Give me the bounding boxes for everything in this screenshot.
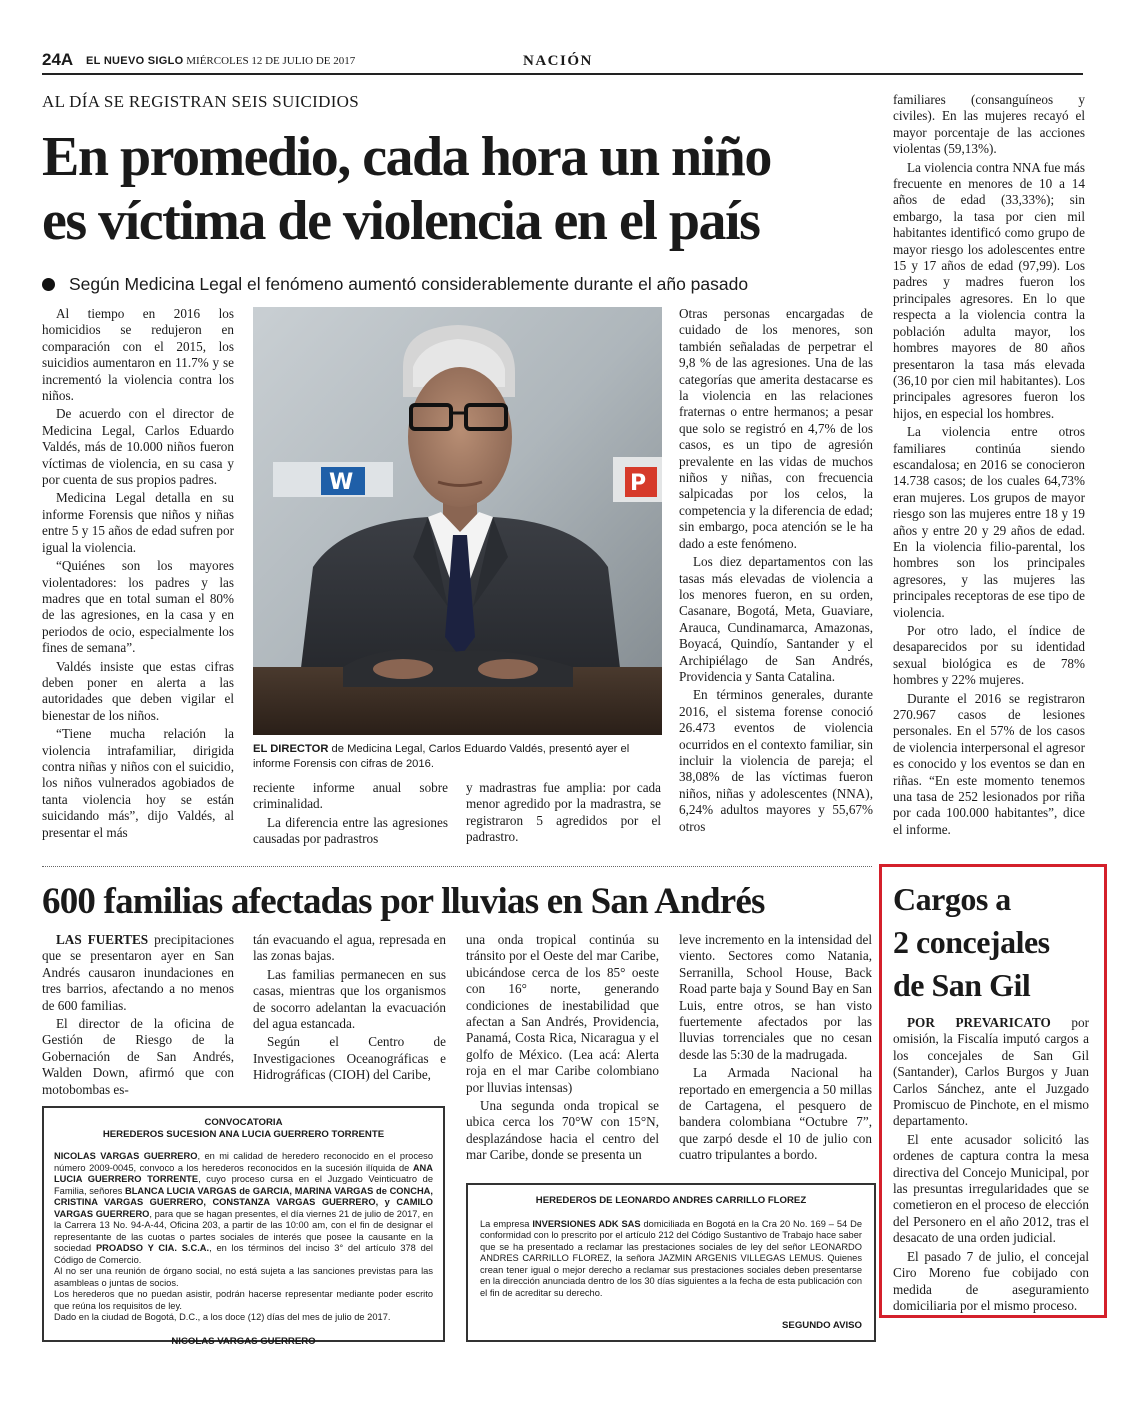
rain-headline: 600 familias afectadas por lluvias en San Andrés [42, 881, 765, 922]
paragraph: De acuerdo con el director de Medicina Legal, Carlos Eduardo Valdés, más de 10.000 niños fueron víctimas de violencia, en su casa y por cuenta de sus propios padres. [42, 406, 234, 488]
notice-text: , en mi calidad de heredero reconocido en el proceso número 2009-0045, convoco a los herederos reconocidos en la sucesión ilíquida de [54, 1151, 433, 1173]
paragraph-text: precipitaciones que se presentaron ayer en San Andrés causaron inundaciones en tres barrios, afectando a no menos de 600 familias. [42, 932, 234, 1013]
main-col-3 [466, 780, 661, 848]
paragraph: reciente informe anual sobre criminalidad. [253, 780, 448, 812]
paragraph: La violencia contra NNA fue más frecuente en menores de 10 a 14 años de edad (33,33%); sin embargo, la tasa por cien mil habitantes identificó como grupo de mayor riesgo los adolescentes entre 15 y 17 años de edad (97,99). Los padres y madres fueron los principales agresores. En lo que respecta a la violencia contra la población adulta mayor, los hombres mayores de 80 años presentaron la tasa más elevada (36,10 por cien mil habitantes). Los principales agresores fueron los hijos, en especial los hombres. [893, 159, 1085, 421]
paragraph: tán evacuando el agua, represada en las zonas bajas. [253, 932, 446, 964]
legal-notice-convocatoria [42, 1106, 445, 1347]
masthead-line [86, 55, 355, 67]
photo-bg-letter: W [329, 470, 354, 495]
paragraph-text: por omisión, la Fiscalía imputó cargos a los concejales de San Gil (Santander), Carlos Burgos y Juan Carlos Sánchez, ante el Juzgado Promiscuo de Pinchote, en el mismo departamento. [893, 1015, 1089, 1129]
lead-in: POR PREVARICATO [907, 1015, 1051, 1030]
rain-col-2 [253, 932, 446, 1086]
notice-title: CONVOCATORIA [204, 1117, 283, 1128]
paragraph [42, 932, 234, 1014]
page-number: 24A [42, 50, 74, 69]
paragraph: “Tiene mucha relación la violencia intrafamiliar, dirigida contra niñas y niños con el suicidio, los niños vulnerados agobiados de tanta violencia hoy se están suicidando más”, dijo Valdés, al presentar el más [42, 726, 234, 840]
paragraph: Medicina Legal detalla en su informe Forensis que niños y niñas entre 5 y 15 años de edad sufren por igual la violencia. [42, 490, 234, 555]
paragraph: familiares (consanguíneos y civiles). En las mujeres recayó el mayor porcentaje de las acciones violentas (59,13%). [893, 92, 1085, 157]
notice-footer: SEGUNDO AVISO [782, 1320, 862, 1332]
paragraph: La Armada Nacional ha reportado en emergencia a 50 millas de Cartagena, el pesquero de bandera colombiana “Octubre 7”, que zarpó desde el 10 de julio con cuatro tripulantes a bordo. [679, 1065, 872, 1163]
article-headline [42, 125, 882, 253]
notice-text: domiciliada en Bogotá en la Cra 20 No. 169 – 54 De conformidad con lo prescrito por el artículo 212 del Código Sustantivo de Trabajo hace saber que se ha presentado a reclamar las prestaciones sociales de ley del señor LEONARDO ANDRES CARRILLO FLOREZ, la señora JAZMIN ARGENIS VILLEGAS LEMUS. Quienes crean tener igual o mejor derecho a reclamar sus prestaciones sociales deben presentarse en la dirección anunciada dentro de los 30 días siguientes a la fecha de esta publicación con el fin de acreditar su derecho. [480, 1218, 862, 1298]
main-col-1 [42, 306, 234, 843]
notice-body [480, 1219, 862, 1300]
paragraph: La violencia entre otros familiares continúa siendo escandalosa; en 2016 se conocieron 14.738 casos; de los cuales 64,73% eran mujeres. Los grupos de mayor riesgo son las mujeres entre 18 y 19 años y entre 20 y 29 años de edad. En la violencia filio-parental, los hombres son los principales agresores, y las mujeres las principales receptoras de ese tipo de violencia. [893, 424, 1085, 620]
header-rule [42, 73, 1083, 75]
paragraph: El director de la oficina de Gestión de Riesgo de la Gobernación de San Andrés, Walden Down, afirmó que con motobombas es- [42, 1016, 234, 1097]
article-kicker: AL DÍA SE REGISTRAN SEIS SUICIDIOS [42, 92, 360, 111]
paragraph: leve incremento en la intensidad del viento. Sectores como Natania, Serranilla, School House, Back Road parte baja y Sound Bay en San Luis, entre otros, se han visto fuertemente afectados por las lluvias torrenciales que no cesan desde las 5:30 de la madrugada. [679, 932, 873, 1062]
director-photo [253, 307, 662, 735]
section-name: NACIÓN [523, 53, 593, 69]
notice-name: INVERSIONES ADK SAS [532, 1218, 641, 1229]
paragraph: “Quiénes son los mayores violentadores: los padres y las madres que en total suman el 80% de las agresiones, en la casa y en periodos de ocio, especialmente los fines de semana”. [42, 558, 234, 656]
notice-body [54, 1151, 433, 1324]
paragraph: El pasado 7 de julio, el concejal Ciro Moreno fue cobijado con medida de aseguramiento domiciliaria por el mismo proceso. [893, 1248, 1089, 1313]
bullet-icon [42, 278, 55, 291]
paragraph: En términos generales, durante 2016, el sistema forense conoció 26.473 eventos de violencia ocurridos en el contexto familiar, sin incluir la violencia de pareja; el 38,08% de las víctimas fueron niños, niñas y adolescentes (NNA), 6,24% adultos mayores y 55,67% otros [679, 687, 873, 834]
notice-name: ANA LUCIA GUERRERO TORRENTE [54, 1162, 433, 1185]
notice-name: PROADSO Y CIA. S.C.A. [95, 1243, 210, 1254]
lead-in: LAS FUERTES [56, 932, 149, 947]
paragraph: Según el Centro de Investigaciones Oceanográficas e Hidrográficas (CIOH) del Caribe, [253, 1034, 446, 1083]
headline-line-1: En promedio, cada hora un niño [42, 126, 771, 188]
paragraph: El ente acusador solicitó las ordenes de captura contra la mesa directiva del Concejo Municipal, por las presuntas irregularidades que se cometieron en el proceso de elección del Personero en el año 2012, tras el desacato de una orden judicial. [893, 1131, 1089, 1246]
headline-line-2: es víctima de violencia en el país [42, 190, 760, 252]
paragraph: Valdés insiste que estas cifras deben poner en alerta a las autoridades que deben vigilar el bienestar de los niños. [42, 658, 234, 723]
notice-subtitle: HEREDEROS SUCESION ANA LUCIA GUERRERO TORRENTE [102, 1128, 385, 1140]
sangil-headline-line: de San Gil [893, 967, 1031, 1003]
issue-date: MIÉRCOLES 12 DE JULIO DE 2017 [186, 55, 356, 67]
paragraph: una onda tropical continúa su tránsito por el Oeste del mar Caribe, ubicándose cerca de los 85° oeste con 16° norte, generando condiciones de inestabilidad que afectan a San Andrés, Providencia, Panamá, Costa Rica, Nicaragua y el golfo de México. (Lea acá: Alerta roja en el mar Caribe colombiano por lluvias intensas) [466, 932, 659, 1095]
paragraph [893, 1015, 1089, 1130]
notice-name: BLANCA LUCIA VARGAS de GARCIA, MARINA VARGAS de CONCHA, CRISTINA VARGAS GUERRERO, CONSTANZA VARGAS GUERRERO, y CAMILO VARGAS GUERRERO [54, 1185, 433, 1219]
rain-col-1 [42, 932, 234, 1100]
paragraph: Al tiempo en 2016 los homicidios se redujeron en comparación con el 2015, los suicidios aumentaron en 11.7% y se incrementó la violencia contra los niños. [42, 306, 234, 404]
portrait-illustration [253, 307, 662, 735]
notice-paragraph: Dado en la ciudad de Bogotá, D.C., a los doce (12) días del mes de julio de 2017. [54, 1312, 391, 1323]
main-col-4 [679, 306, 873, 837]
paragraph: La diferencia entre las agresiones causadas por padrastros [253, 814, 448, 847]
section-divider [42, 866, 872, 867]
notice-title: HEREDEROS DE LEONARDO ANDRES CARRILLO FLOREZ [535, 1195, 807, 1206]
sangil-headline [893, 878, 1098, 1007]
deck-text: Según Medicina Legal el fenómeno aumentó considerablemente durante el año pasado [69, 274, 749, 294]
notice-text: , para que se hagan presentes, el día viernes 21 de julio de 2017, en la Carrera 13 No. 94-A-44, Oficina 203, a partir de las 10:00 am, con el fin de designar el representante de las cuotas o partes sociales de interés que posee la causante en la sociedad [54, 1208, 433, 1254]
photo-bg-letter: P [630, 471, 647, 496]
paragraph: Las familias permanecen en sus casas, mientras que los organismos de socorro adelantan la evacuación del agua estancada. [253, 966, 446, 1032]
notice-paragraph: Los herederos que no puedan asistir, podrán hacerse representar mediante poder escrito que reúna los requisitos de ley. [54, 1289, 433, 1311]
main-col-2 [253, 780, 448, 850]
rain-col-4 [679, 932, 872, 1166]
paragraph: Los diez departamentos con las tasas más elevadas de violencia a los menores fueron, en su orden, Casanare, Bogotá, Meta, Guaviare, Arauca, Cundinamarca, Amazonas, Boyacá, Quindío, Santander y el Archipiélago de San Andrés, Providencia y Santa Catalina. [679, 554, 873, 684]
sangil-headline-line: Cargos a [893, 881, 1011, 917]
paper-name: EL NUEVO SIGLO [86, 55, 184, 67]
notice-paragraph: Al no ser una reunión de órgano social, no está sujeta a las sanciones previstas para las asambleas o juntas de socios. [54, 1266, 433, 1288]
paragraph: y madrastras fue amplia: por cada menor agredido por la madrastra, se registraron 5 agredidos por el padrastro. [466, 780, 661, 845]
paragraph: Una segunda onda tropical se ubica cerca los 70°W con 15°N, desplazándose hacia el centro del mar Caribe, donde se presenta un [466, 1098, 659, 1163]
sangil-headline-line: 2 concejales [893, 924, 1050, 960]
sangil-body [893, 1015, 1089, 1316]
notice-text: , cuyo proceso cursa en el Juzgado Veinticuatro de Familia, señores [54, 1174, 433, 1196]
legal-notice-herederos [466, 1183, 876, 1342]
caption-text: de Medicina Legal, Carlos Eduardo Valdés, presentó ayer el informe Forensis con cifras de 2016. [253, 743, 630, 770]
notice-signature: NICOLAS VARGAS GUERRERO [171, 1335, 316, 1347]
article-deck [42, 274, 862, 295]
paragraph: Otras personas encargadas de cuidado de los menores, son también señaladas de perpetrar el 9,8 % de las agresiones. Una de las categorías que amerita destacarse es la violencia en las relaciones fraternas o entre hermanos; a pesar que solo se registró en 4,7% de los casos, es un tipo de agresión prevalente en las vidas de muchos niños y niñas, con frecuencia salpicadas por los celos, la competencia y la diferencia de edad; sin embargo, poca atención se le ha dado a este fenómeno. [679, 306, 873, 551]
photo-caption [253, 742, 662, 772]
notice-text: La empresa [480, 1218, 533, 1229]
paragraph: Durante el 2016 se registraron 270.967 casos de lesiones personales. En el 57% de los casos de violencia interpersonal el agresor es conocido y los eventos se dan en riñas. “En este momento tenemos una tasa de 252 lesionados por riña por cada 100.000 habitantes”, dice el informe. [893, 690, 1085, 837]
paragraph: Por otro lado, el índice de desaparecidos por su identidad sexual biológica es de 78% hombres y 22% mujeres. [893, 623, 1085, 688]
notice-name: NICOLAS VARGAS GUERRERO [54, 1151, 198, 1162]
rain-col-3 [466, 932, 659, 1166]
notice-text: , en los términos del inciso 3° del artículo 378 del Código de Comercio. [54, 1243, 434, 1265]
caption-lead: EL DIRECTOR [253, 743, 329, 755]
main-col-5 [893, 92, 1085, 840]
